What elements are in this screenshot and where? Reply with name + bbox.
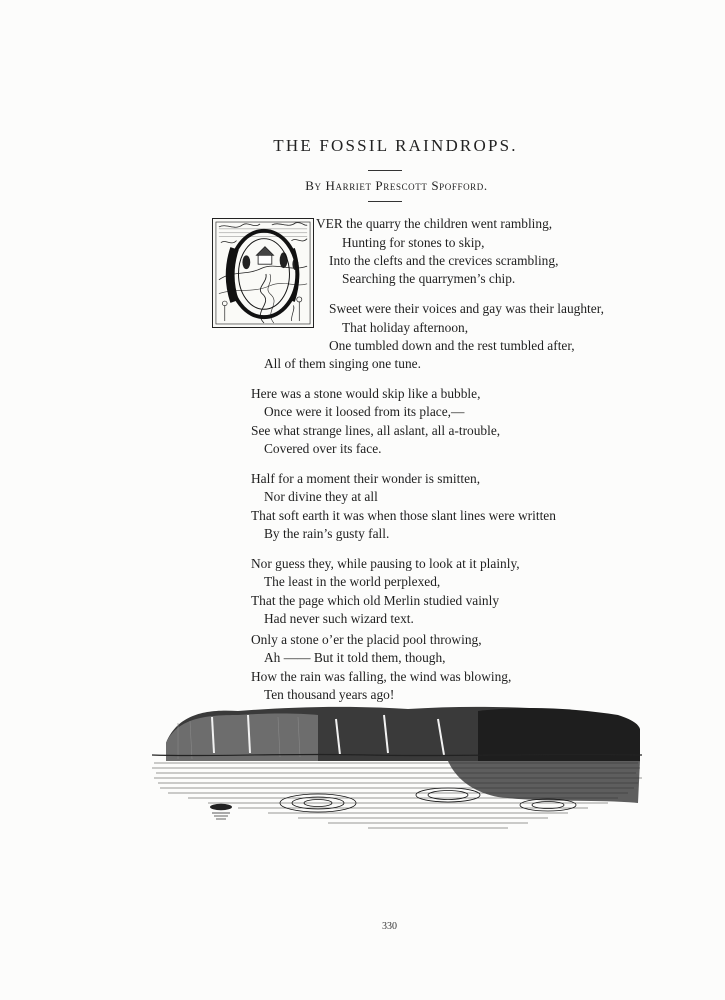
poem-line: Only a stone o’er the placid pool throwing, — [251, 632, 482, 647]
page-number: 330 — [382, 921, 397, 932]
poem-line: Nor divine they at all — [264, 489, 378, 504]
poem-line: Into the clefts and the crevices scrambling, — [329, 253, 559, 268]
poem-line: Once were it loosed from its place,— — [264, 404, 465, 419]
poem-line: Had never such wizard text. — [264, 611, 414, 626]
drop-cap-illustration — [213, 219, 313, 327]
poem-line: How the rain was falling, the wind was blowing, — [251, 669, 512, 684]
title-rule — [368, 170, 402, 171]
poem-line: Hunting for stones to skip, — [342, 235, 485, 250]
poem-line: One tumbled down and the rest tumbled after, — [329, 338, 575, 353]
poem-line: The least in the world perplexed, — [264, 574, 441, 589]
poem-line: Half for a moment their wonder is smitten, — [251, 471, 481, 486]
poem-line: Here was a stone would skip like a bubble, — [251, 386, 481, 401]
poem-line: Searching the quarrymen’s chip. — [342, 271, 516, 286]
poem-line: That holiday afternoon, — [342, 320, 469, 335]
poem-title: THE FOSSIL RAINDROPS. — [273, 136, 518, 155]
poem-line: See what strange lines, all aslant, all a-trouble, — [251, 423, 501, 438]
poem-line: By the rain’s gusty fall. — [264, 526, 390, 541]
poem-line: Covered over its face. — [264, 441, 382, 456]
poem-line: That the page which old Merlin studied vainly — [251, 593, 500, 608]
illuminated-drop-cap — [212, 218, 314, 328]
poem-line: Nor guess they, while pausing to look at it plainly, — [251, 556, 520, 571]
poem-line: VER the quarry the children went rambling, — [316, 216, 553, 231]
poem-line: Ten thousand years ago! — [264, 687, 395, 702]
pond-engraving — [148, 703, 644, 848]
poem-line: That soft earth it was when those slant lines were written — [251, 508, 556, 523]
poem-line: Ah —— But it told them, though, — [264, 650, 446, 665]
author-byline: By Harriet Prescott Spofford. — [305, 178, 488, 193]
pond-illustration — [148, 703, 644, 848]
poem-line: Sweet were their voices and gay was their laughter, — [329, 301, 604, 316]
byline-rule — [368, 201, 402, 202]
poem-line: All of them singing one tune. — [264, 356, 421, 371]
